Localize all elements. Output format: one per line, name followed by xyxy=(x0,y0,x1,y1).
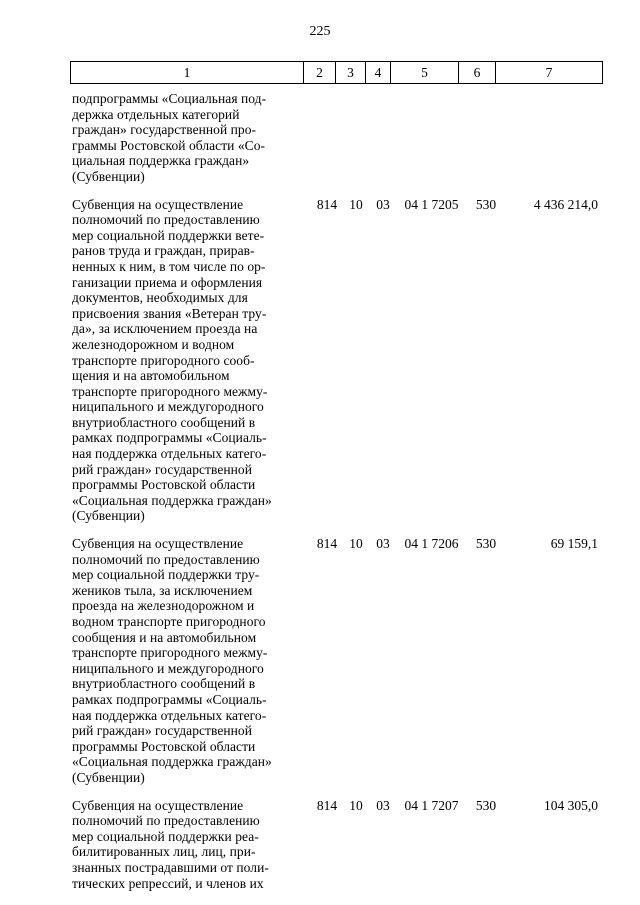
row-description: Субвенция на осуществление полномочий по предоставлению мер социальной поддержки тру- жеников тыла, за исключением проезда на железнодорожном и водном транспорте пригородного сообщения и на автомобильном транспорте пригородного межму- ниципального и междугородного внутриобластного сообщений в рамках подпрограммы «Социаль- ная поддержка отдельных катего- рий граждан» государственной программы Ростовской области «Социальная поддержка граждан» (Субвенции) xyxy=(72,536,272,785)
column-header-5: 5 xyxy=(391,62,459,84)
column-header-3: 3 xyxy=(336,62,366,84)
target-article-code: 04 1 7207 xyxy=(404,797,459,813)
expense-type-code: 530 xyxy=(475,797,497,813)
row-description: подпрограммы «Социальная под- держка отдельных категорий граждан» государственной про- граммы Ростовской области «Со- циальная поддержка граждан» (Субвенции) xyxy=(72,91,267,184)
subsection-code: 03 xyxy=(376,797,390,813)
ministry-code: 814 xyxy=(316,797,338,813)
ministry-code: 814 xyxy=(316,196,338,212)
column-header-6: 6 xyxy=(459,62,496,84)
amount: 4 436 214,0 xyxy=(533,196,598,212)
column-header-1: 1 xyxy=(71,62,304,84)
section-code: 10 xyxy=(349,797,363,813)
target-article-code: 04 1 7205 xyxy=(404,196,459,212)
table-row xyxy=(72,197,602,524)
column-header-row xyxy=(71,62,603,84)
subsection-code: 03 xyxy=(376,196,390,212)
table-row xyxy=(72,91,602,185)
amount: 104 305,0 xyxy=(544,797,598,813)
row-description: Субвенция на осуществление полномочий по предоставлению мер социальной поддержки вете- ранов труда и граждан, прирав- ненных к ним, в том числе по ор- ганизации приема и оформления документов, необходимых для присвоения звания «Ветеран тру- да», за исключением проезда на железнодорожном и водном транспорте пригородного сооб- щения и на автомобильном транспорте пригородного межму- ниципального и междугородного внутриобластного сообщений в рамках подпрограммы «Социаль- ная поддержка отдельных катего- рий граждан» государственной программы Ростовской области «Социальная поддержка граждан» (Субвенции) xyxy=(72,196,272,524)
table-body xyxy=(72,91,602,903)
table-row xyxy=(72,536,602,786)
column-header-2: 2 xyxy=(304,62,336,84)
section-code: 10 xyxy=(349,196,363,212)
ministry-code: 814 xyxy=(316,536,338,552)
amount: 69 159,1 xyxy=(550,536,598,552)
expense-type-code: 530 xyxy=(475,536,497,552)
column-header-4: 4 xyxy=(366,62,391,84)
column-header-7: 7 xyxy=(496,62,603,84)
page-number: 225 xyxy=(309,24,331,39)
subsection-code: 03 xyxy=(376,536,390,552)
table-row xyxy=(72,798,602,892)
row-description: Субвенция на осуществление полномочий по предоставлению мер социальной поддержки реа- билитированных лиц, лиц, при- знанных пострадавшими от поли- тических репрессий, и членов их xyxy=(72,797,269,891)
section-code: 10 xyxy=(349,536,363,552)
expense-type-code: 530 xyxy=(475,196,497,212)
target-article-code: 04 1 7206 xyxy=(404,536,459,552)
column-header-table xyxy=(70,61,603,84)
